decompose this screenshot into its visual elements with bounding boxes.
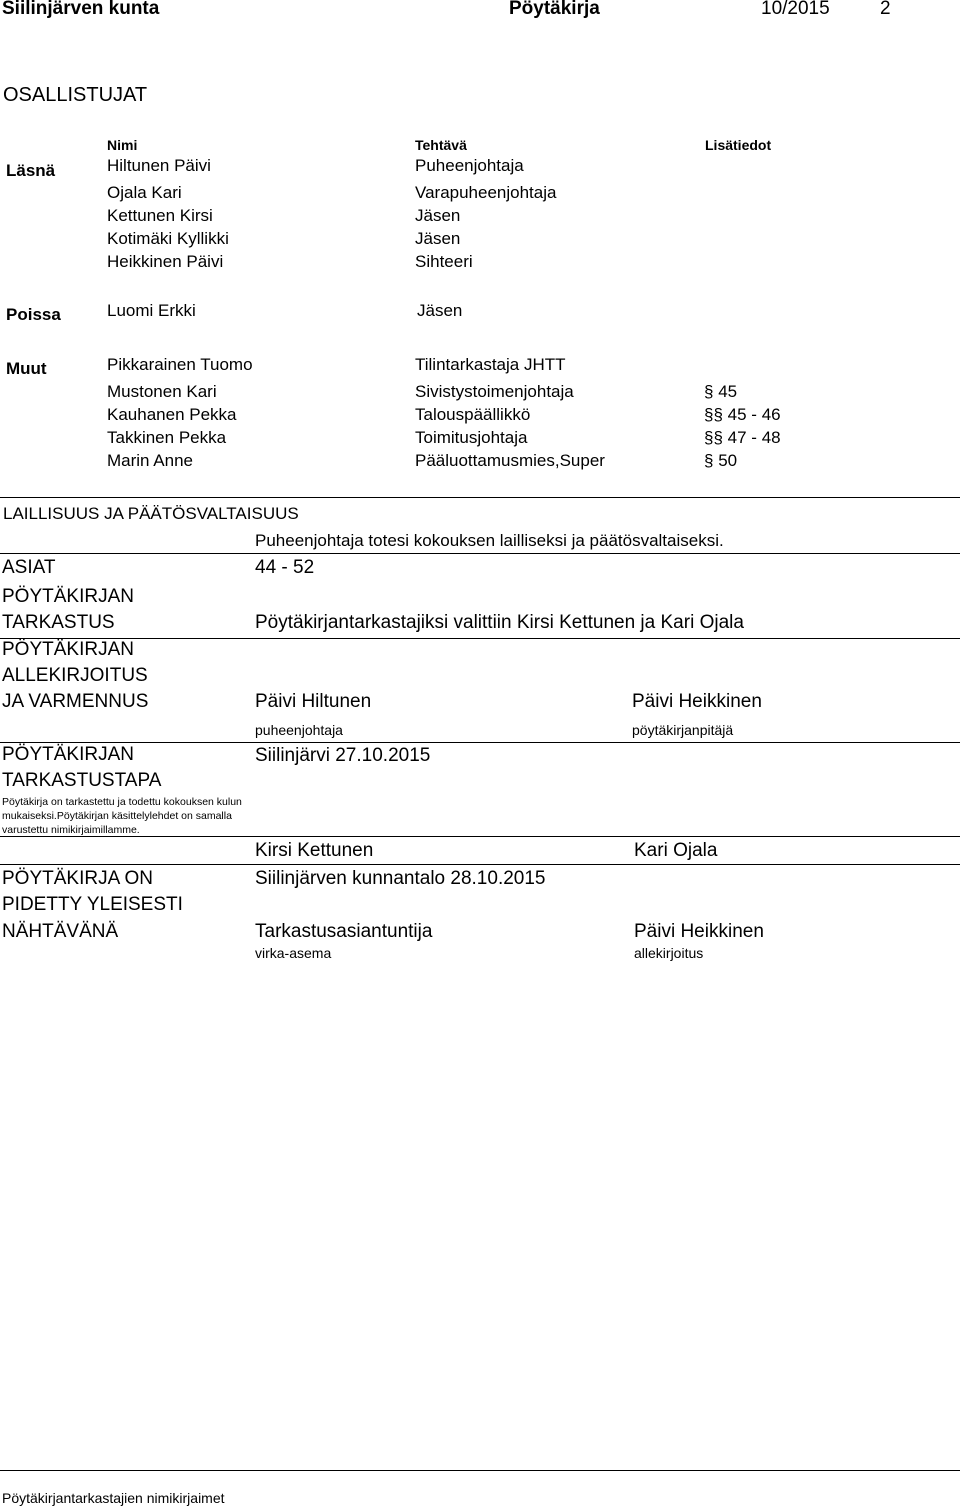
column-header-role: Tehtävä xyxy=(415,137,467,153)
present-name: Kotimäki Kyllikki xyxy=(107,229,229,248)
signer-name: Päivi Hiltunen xyxy=(255,691,372,712)
official-caption: virka-asema xyxy=(255,945,332,961)
other-name: Kauhanen Pekka xyxy=(107,405,237,424)
public-display-place-date: Siilinjärven kunnantalo 28.10.2015 xyxy=(255,868,546,889)
section-sign-icon: § xyxy=(704,382,714,401)
public-display-label: NÄHTÄVÄNÄ xyxy=(2,921,119,942)
participants-heading: OSALLISTUJAT xyxy=(3,84,148,106)
document-number: 10/2015 xyxy=(761,0,830,19)
divider xyxy=(0,742,960,743)
others-label: Muut xyxy=(6,359,47,378)
public-display-label: PÖYTÄKIRJA ON xyxy=(2,868,153,889)
present-name: Ojala Kari xyxy=(107,183,182,202)
reviewer-name: Kirsi Kettunen xyxy=(255,840,374,861)
matters-value: 44 - 52 xyxy=(255,557,315,578)
absent-label: Poissa xyxy=(6,305,61,324)
absent-role: Jäsen xyxy=(417,301,463,320)
review-method-note: Pöytäkirja on tarkastettu ja todettu kokouksen kulun mukaiseksi.Pöytäkirjan käsittelylehdet on samalla varustettu nimikirjaimillamme. xyxy=(2,796,242,836)
municipality-name: Siilinjärven kunta xyxy=(2,0,160,19)
official-title: Tarkastusasiantuntija xyxy=(255,921,433,942)
footer-text: Pöytäkirjantarkastajien nimikirjaimet xyxy=(2,1490,225,1506)
present-role: Sihteeri xyxy=(415,252,473,271)
divider xyxy=(0,836,960,837)
divider xyxy=(0,553,960,554)
present-name: Kettunen Kirsi xyxy=(107,206,213,225)
other-role: Sivistystoimenjohtaja xyxy=(415,382,574,401)
other-role: Talouspäällikkö xyxy=(415,405,531,424)
section-sign-icon: § xyxy=(713,428,723,447)
section-sign-icon: § xyxy=(704,405,714,424)
legality-text: Puheenjohtaja totesi kokouksen lailliseksi ja päätösvaltaiseksi. xyxy=(255,531,724,550)
signer-name: Päivi Heikkinen xyxy=(632,691,762,712)
other-name: Marin Anne xyxy=(107,451,193,470)
legality-heading: LAILLISUUS JA PÄÄTÖSVALTAISUUS xyxy=(3,504,299,523)
public-display-label: PIDETTY YLEISESTI xyxy=(2,894,183,915)
review-place-date: Siilinjärvi 27.10.2015 xyxy=(255,745,431,766)
present-name: Heikkinen Päivi xyxy=(107,252,224,271)
review-label: PÖYTÄKIRJAN xyxy=(2,586,134,607)
review-label: TARKASTUS xyxy=(2,612,115,633)
other-role: Toimitusjohtaja xyxy=(415,428,528,447)
section-sign-icon: § xyxy=(704,428,714,447)
review-text: Pöytäkirjantarkastajiksi valittiin Kirsi Kettunen ja Kari Ojala xyxy=(255,612,744,633)
other-info: § 50 xyxy=(704,451,738,470)
other-name: Pikkarainen Tuomo xyxy=(107,355,253,374)
matters-label: ASIAT xyxy=(2,557,56,578)
other-info: §§ 47 - 48 xyxy=(704,428,781,447)
other-info: § 45 xyxy=(704,382,738,401)
signer-caption: allekirjoitus xyxy=(634,945,704,961)
signing-label: PÖYTÄKIRJAN xyxy=(2,639,134,660)
other-info: §§ 45 - 46 xyxy=(704,405,781,424)
review-method-label: TARKASTUSTAPA xyxy=(2,770,162,791)
signer-name: Päivi Heikkinen xyxy=(634,921,764,942)
divider xyxy=(0,638,960,639)
signing-label: JA VARMENNUS xyxy=(2,691,149,712)
reviewer-name: Kari Ojala xyxy=(634,840,718,861)
present-label: Läsnä xyxy=(6,161,56,180)
review-method-label: PÖYTÄKIRJAN xyxy=(2,744,134,765)
divider xyxy=(0,864,960,865)
other-role: Pääluottamusmies,Super xyxy=(415,451,605,470)
section-sign-icon: § xyxy=(704,451,714,470)
absent-name: Luomi Erkki xyxy=(107,301,196,320)
other-name: Mustonen Kari xyxy=(107,382,217,401)
column-header-name: Nimi xyxy=(107,137,138,153)
other-name: Takkinen Pekka xyxy=(107,428,227,447)
present-name: Hiltunen Päivi xyxy=(107,156,211,175)
divider xyxy=(0,497,960,498)
present-role: Jäsen xyxy=(415,229,461,248)
other-role: Tilintarkastaja JHTT xyxy=(415,355,566,374)
present-role: Jäsen xyxy=(415,206,461,225)
document-type: Pöytäkirja xyxy=(509,0,600,19)
column-header-info: Lisätiedot xyxy=(705,137,772,153)
present-role: Puheenjohtaja xyxy=(415,156,524,175)
signer-title: pöytäkirjanpitäjä xyxy=(632,722,734,738)
page-number: 2 xyxy=(880,0,891,19)
present-role: Varapuheenjohtaja xyxy=(415,183,557,202)
signer-title: puheenjohtaja xyxy=(255,722,343,738)
section-sign-icon: § xyxy=(713,405,723,424)
signing-label: ALLEKIRJOITUS xyxy=(2,665,148,686)
footer-divider xyxy=(0,1470,960,1471)
